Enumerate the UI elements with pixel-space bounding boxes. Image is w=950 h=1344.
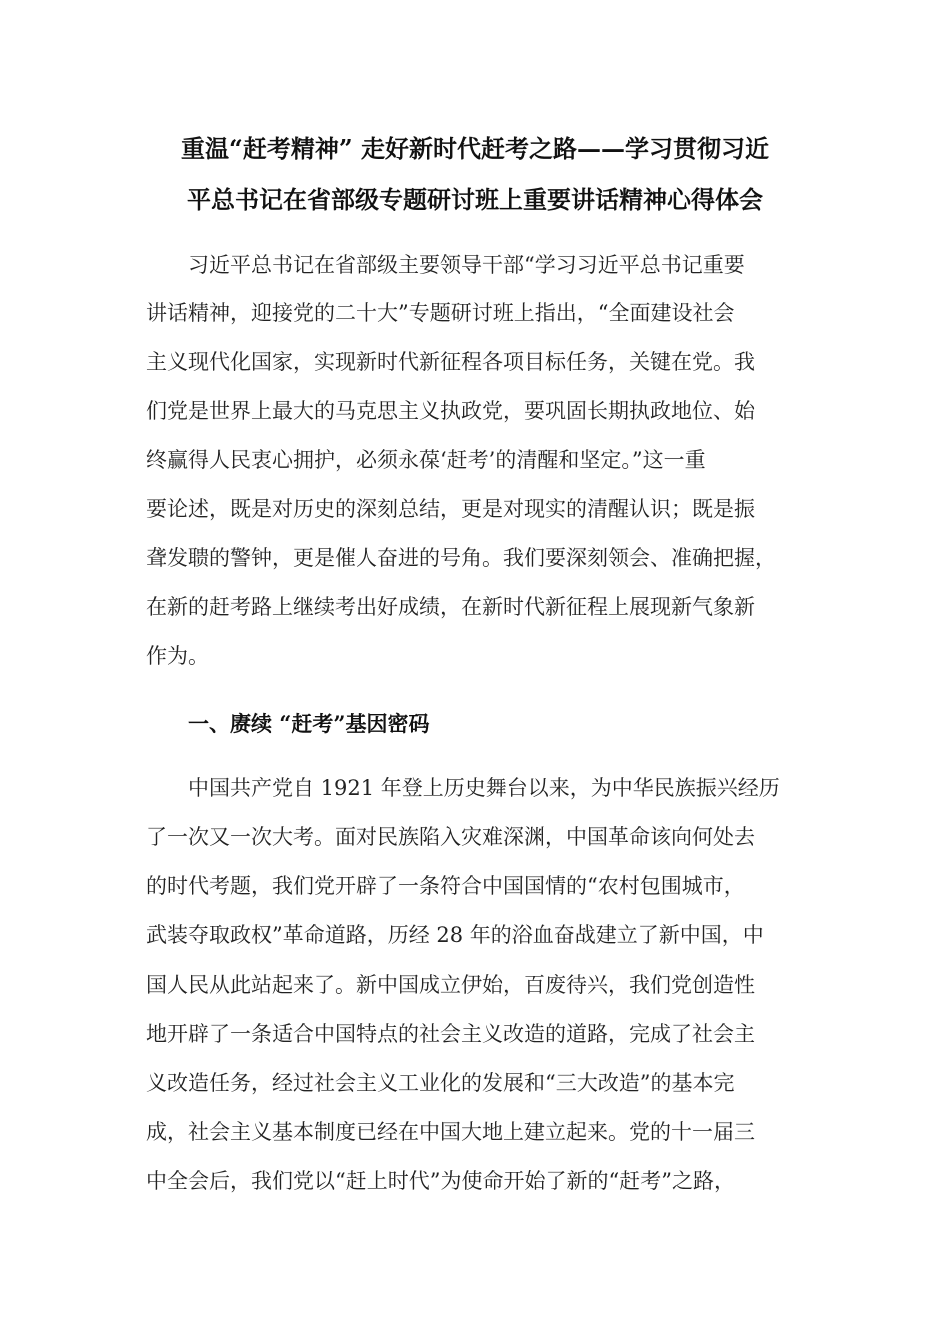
paragraph-line: 了一次又一次大考。面对民族陷入灾难深渊，中国革命该向何处去 xyxy=(146,825,755,849)
document-title-line-1: 重温“赶考精神” 走好新时代赶考之路——学习贯彻习近 xyxy=(181,134,769,163)
paragraph-line: 们党是世界上最大的马克思主义执政党，要巩固长期执政地位、始 xyxy=(146,399,755,423)
paragraph-line: 成，社会主义基本制度已经在中国大地上建立起来。党的十一届三 xyxy=(146,1120,755,1144)
paragraph-line: 武装夺取政权”革命道路，历经 28 年的浴血奋战建立了新中国，中 xyxy=(146,923,764,947)
paragraph-line: 聋发聩的警钟，更是催人奋进的号角。我们要深刻领会、准确把握， xyxy=(146,546,776,570)
paragraph-line: 终赢得人民衷心拥护，必须永葆‘赶考’的清醒和坚定。”这一重 xyxy=(146,448,706,472)
paragraph-line: 习近平总书记在省部级主要领导干部“学习习近平总书记重要 xyxy=(188,253,745,277)
document-title-line-2: 平总书记在省部级专题研讨班上重要讲话精神心得体会 xyxy=(187,185,763,214)
paragraph-line: 的时代考题，我们党开辟了一条符合中国国情的“农村包围城市， xyxy=(146,874,745,898)
paragraph-line: 国人民从此站起来了。新中国成立伊始，百废待兴，我们党创造性 xyxy=(146,973,755,997)
paragraph-line: 在新的赶考路上继续考出好成绩，在新时代新征程上展现新气象新 xyxy=(146,595,755,619)
paragraph-line: 义改造任务，经过社会主义工业化的发展和“三大改造”的基本完 xyxy=(146,1071,735,1095)
paragraph-line: 讲话精神，迎接党的二十大”专题研讨班上指出，“全面建设社会 xyxy=(146,301,735,325)
paragraph-line: 中国共产党自 1921 年登上历史舞台以来，为中华民族振兴经历 xyxy=(188,776,780,800)
paragraph-line: 作为。 xyxy=(146,644,209,668)
paragraph-line: 主义现代化国家，实现新时代新征程各项目标任务，关键在党。我 xyxy=(146,350,755,374)
paragraph-line: 中全会后，我们党以“赶上时代”为使命开始了新的“赶考”之路， xyxy=(146,1169,735,1193)
paragraph-line: 要论述，既是对历史的深刻总结，更是对现实的清醒认识；既是振 xyxy=(146,497,755,521)
paragraph-line: 地开辟了一条适合中国特点的社会主义改造的道路，完成了社会主 xyxy=(146,1022,755,1046)
section-heading: 一、赓续 “赶考”基因密码 xyxy=(188,711,430,736)
